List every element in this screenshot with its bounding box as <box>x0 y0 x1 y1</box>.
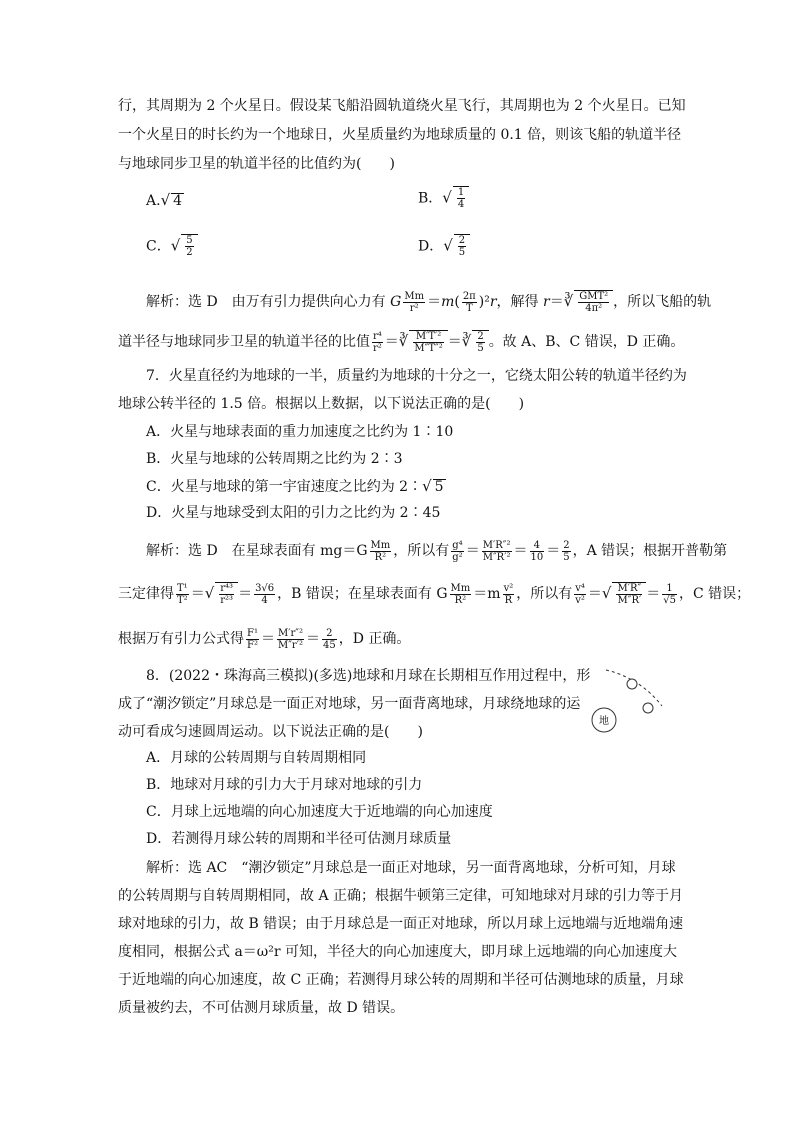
q7-option-a: A．火星与地球表面的重力加速度之比约为 1∶10 <box>146 424 454 440</box>
earth-label: 地 <box>599 716 609 727</box>
moon-far-icon <box>643 703 653 713</box>
q8-analysis-line4: 度相同，根据公式 a＝ω²r 可知，半径大的向心加速度大，即月球上远地端的向心加速度大 <box>118 944 677 960</box>
q6-option-c: C．√ $\frac{5}{2}$ <box>146 234 198 258</box>
q8-analysis-line5: 于近地端的向心加速度，故 C 正确；若测得月球公转的周期和半径可估测地球的质量，月球 <box>118 972 684 988</box>
q6-stem-line3: 与地球同步卫星的轨道半径的比值约为( ) <box>118 156 395 172</box>
q8-option-b: B．地球对月球的引力大于月球对地球的引力 <box>146 777 423 793</box>
q6-option-d: D．√ $\frac{2}{5}$ <box>418 234 470 258</box>
q8-stem-line1: 8．(2022・珠海高三模拟)(多选)地球和月球在长期相互作用过程中，形 <box>146 668 591 684</box>
q8-analysis-line2: 的公转周期与自转周期相同，故 A 正确；根据牛顿第三定律，可知地球对月球的引力等于月 <box>118 888 684 904</box>
q8-analysis-line1: 解析：选 AC “潮汐锁定”月球总是一面正对地球，另一面背离地球，分析可知，月球 <box>146 860 676 876</box>
q6-option-a: A.√ 4 <box>146 191 183 209</box>
earth-moon-orbit-diagram <box>578 668 668 738</box>
q6-stem-line2: 一个火星日的时长约为一个地球日，火星质量约为地球质量的 0.1 倍，则该飞船的轨道半径 <box>118 127 682 143</box>
q7-option-d: D．火星与地球受到太阳的引力之比约为 2∶45 <box>146 505 441 521</box>
q8-option-d: D．若测得月球公转的周期和半径可估测月球质量 <box>146 831 452 847</box>
q7-analysis-line3: 根据万有引力公式得 $\frac{\text{F¹}}{\text{F²}}$ ＝ $\frac{\text{M′r″²}}{\text{M″r′²}}$ ＝ $\frac{2}{45}$ ，D 正确。 <box>118 627 411 651</box>
q7-option-b: B．火星与地球的公转周期之比约为 2∶3 <box>146 451 403 467</box>
q8-option-a: A．月球的公转周期与自转周期相同 <box>146 750 367 766</box>
q8-analysis-line3: 球对地球的引力，故 B 错误；由于月球总是一面正对地球，所以月球上远地端与近地端角速 <box>118 916 684 932</box>
q7-analysis-line1: 解析：选 D 在星球表面有 mg＝G $\frac{Mm}{\text{R²}}$ ，所以有 $\frac{\text{g⁴}}{\text{g²}}$ ＝ $\frac{\text{M′R″²}}{\text{M″R′²}}$ ＝ $\frac{4}{10}$ ＝ $\frac{2}{5}$ ，A 错误；根据开普勒第 <box>146 539 728 563</box>
q8-stem-line3: 动可看成匀速圆周运动。以下说法正确的是( ) <box>118 724 423 740</box>
q8-stem-line2: 成了“潮汐锁定”月球总是一面正对地球，另一面背离地球，月球绕地球的运 <box>118 696 581 712</box>
q6-stem-line1: 行，其周期为 2 个火星日。假设某飞船沿圆轨道绕火星飞行，其周期也为 2 个火星日。已知 <box>118 98 686 114</box>
q8-analysis-line6: 质量被约去，不可估测月球质量，故 D 错误。 <box>118 1000 405 1016</box>
q6-analysis-line2: 道半径与地球同步卫星的轨道半径的比值 $\frac{\text{r⁴}}{\text{r²}}$ ＝∛ $\frac{\text{M′T′²}}{\text{M″T″²}}$ ＝∛ $\frac{2}{5}$ 。故 A、B、C 错误，D 正确。 <box>118 330 685 354</box>
q6-option-b: B．√ $\frac{1}{4}$ <box>418 186 469 210</box>
q7-stem-line1: 7．火星直径约为地球的一半，质量约为地球的十分之一，它绕太阳公转的轨道半径约为 <box>146 368 687 384</box>
moon-near-icon <box>627 679 637 689</box>
q7-analysis-line2: 三定律得 $\frac{\text{T¹}}{\text{T²}}$ ＝√ $\frac{\text{r⁴³}}{\text{r²³}}$ ＝ $\frac{3√6}{4}$ ，B 错误；在星球表面有 G $\frac{Mm}{\text{R²}}$ ＝m $\frac{\text{v²}}{R}$ ，所以有 $\frac{\text{v⁴}}{\text{v²}}$ ＝√ $\frac{M'R''}{M''R'}$ ＝ $\frac{1}{√5}$ ，C 错误； <box>118 582 751 606</box>
q8-option-c: C．月球上远地端的向心加速度大于近地端的向心加速度 <box>146 804 493 820</box>
q6-analysis-line1: 解析：选 D 由万有引力提供向心力有 G $\frac{Mm}{\text{r²}}$ ＝m( $\frac{2\pi}{T}$ )²r，解得 r＝∛ $\frac{\text{GMT²}}{\text{4π²}}$ ，所以飞船的轨 <box>146 290 712 314</box>
q7-stem-line2: 地球公转半径的 1.5 倍。根据以上数据，以下说法正确的是( ) <box>118 396 525 412</box>
q7-option-c: C．火星与地球的第一宇宙速度之比约为 2∶√ 5 <box>146 477 444 495</box>
